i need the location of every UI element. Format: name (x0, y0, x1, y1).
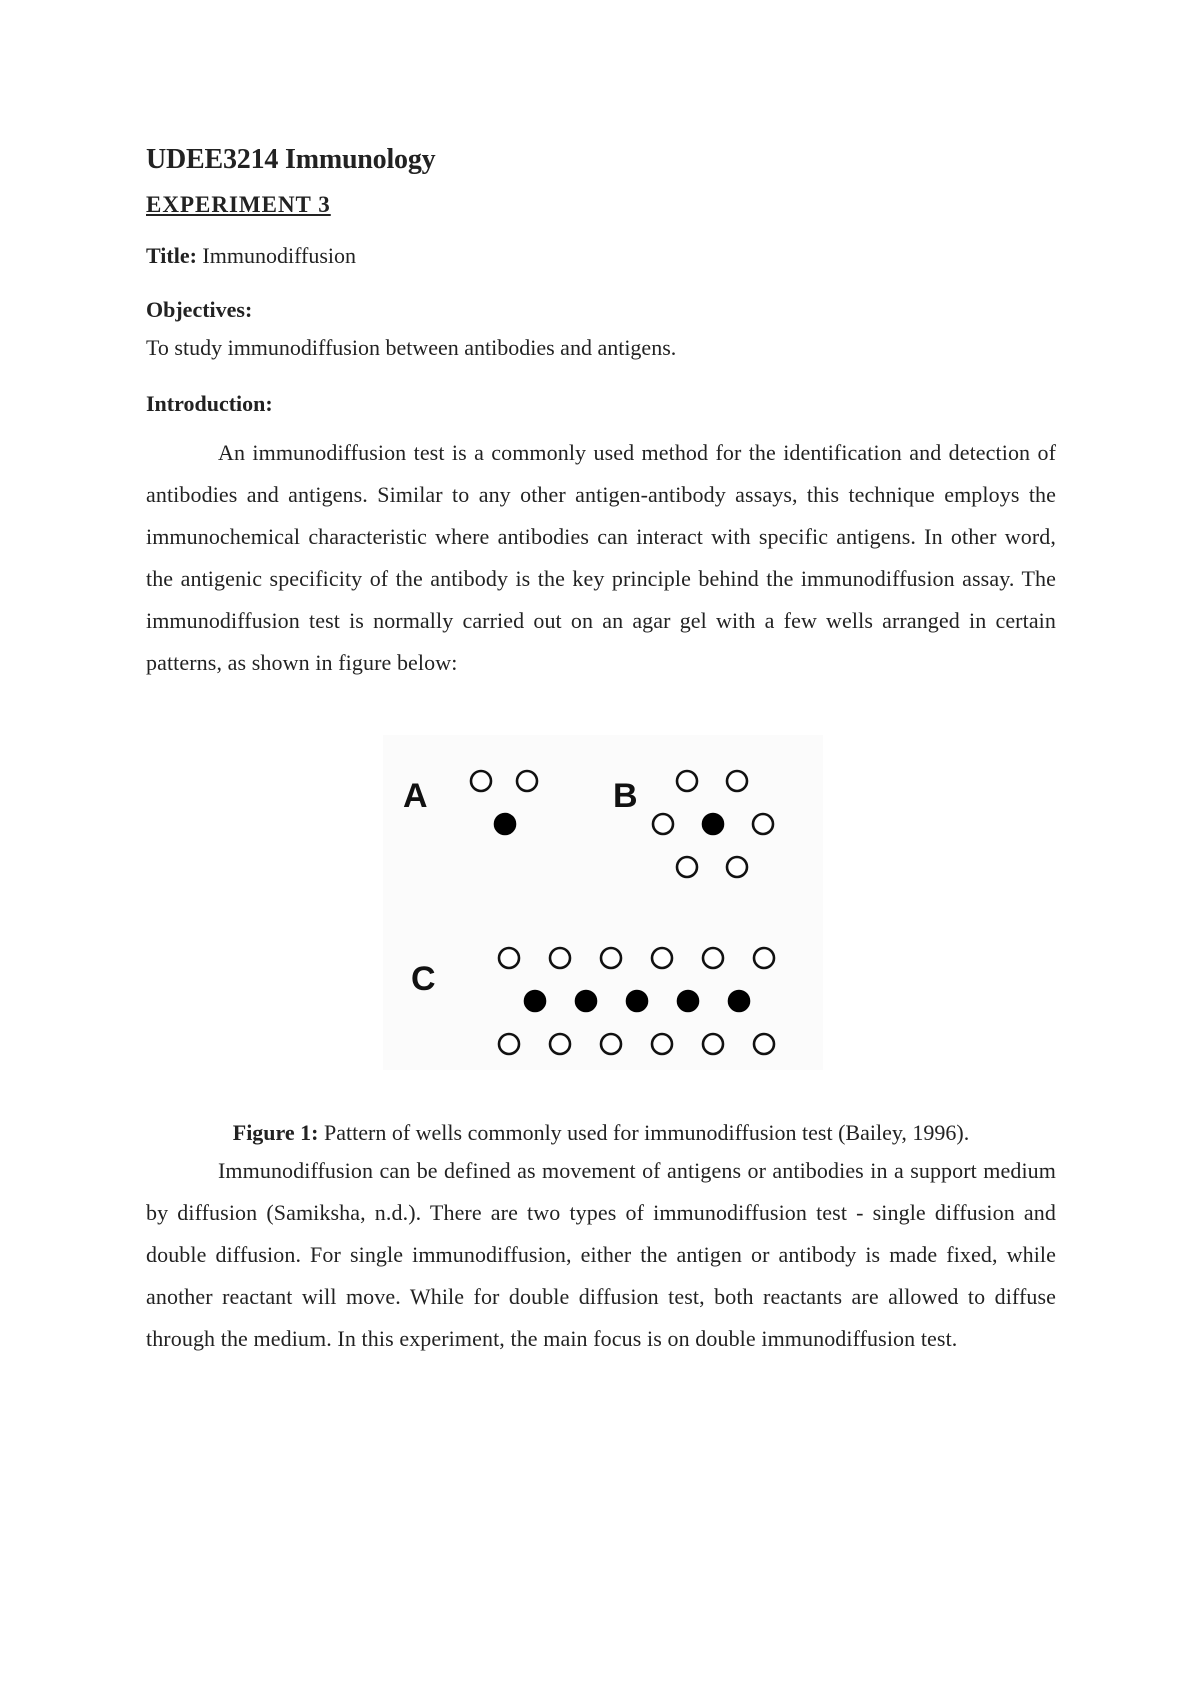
filled-well-c-1-2 (627, 991, 647, 1011)
open-well-c-2-0 (499, 1034, 519, 1054)
open-well-b-0-1 (727, 771, 747, 791)
course-title: UDEE3214 Immunology (146, 144, 436, 175)
panel-label-b: B (613, 777, 638, 815)
figure-caption (146, 1117, 1056, 1149)
open-well-c-0-5 (754, 948, 774, 968)
open-well-c-2-5 (754, 1034, 774, 1054)
objectives-heading: Objectives: (146, 297, 253, 322)
open-well-a-0-0 (471, 771, 491, 791)
filled-well-c-1-0 (525, 991, 545, 1011)
filled-well-a-1-0 (495, 814, 515, 834)
title-label: Title: (146, 243, 197, 268)
figure-caption-label: Figure 1: (232, 1120, 319, 1145)
introduction-paragraph-1: An immunodiffusion test is a commonly used method for the identification and detection of antibodies and antigens. Similar to any other antigen-antibody assays, this technique employs the immunochemical characteristic where antibodies can interact with specific antigens. In other word, the antigenic specificity of the antibody is the key principle behind the immunodiffusion assay. The immunodiffusion test is normally carried out on an agar gel with a few wells arranged in certain patterns, as shown in figure below: (146, 440, 1056, 675)
open-well-c-2-1 (550, 1034, 570, 1054)
open-well-b-1-2 (753, 814, 773, 834)
panel-label-c: C (411, 960, 436, 998)
panel-label-a: A (403, 777, 428, 815)
filled-well-b-1-1 (703, 814, 723, 834)
filled-well-c-1-3 (678, 991, 698, 1011)
filled-well-c-1-4 (729, 991, 749, 1011)
open-well-c-2-3 (652, 1034, 672, 1054)
open-well-c-0-0 (499, 948, 519, 968)
title-value: Immunodiffusion (202, 243, 357, 268)
open-well-c-0-4 (703, 948, 723, 968)
open-well-c-2-2 (601, 1034, 621, 1054)
filled-well-c-1-1 (576, 991, 596, 1011)
open-well-c-0-3 (652, 948, 672, 968)
introduction-paragraph-2: Immunodiffusion can be defined as movement of antigens or antibodies in a support medium by diffusion (Samiksha, n.d.). There are two types of immunodiffusion test - single diffusion and double diffusion. For single immunodiffusion, either the antigen or antibody is made fixed, while another reactant will move. While for double diffusion test, both reactants are allowed to diffuse through the medium. In this experiment, the main focus is on double immunodiffusion test. (146, 1158, 1056, 1351)
objectives-text: To study immunodiffusion between antibodies and antigens. (146, 335, 677, 360)
document-body (146, 140, 1056, 684)
figure-caption-text: Pattern of wells commonly used for immunodiffusion test (Bailey, 1996). (324, 1120, 970, 1145)
experiment-heading: EXPERIMENT 3 (146, 192, 331, 217)
open-well-c-0-1 (550, 948, 570, 968)
open-well-b-0-0 (677, 771, 697, 791)
title-line (146, 240, 1056, 272)
introduction-heading: Introduction: (146, 391, 273, 416)
open-well-b-2-1 (727, 857, 747, 877)
well-pattern-diagram (383, 735, 823, 1070)
well-pattern-figure (383, 735, 823, 1070)
open-well-a-0-1 (517, 771, 537, 791)
open-well-b-2-0 (677, 857, 697, 877)
open-well-b-1-0 (653, 814, 673, 834)
open-well-c-0-2 (601, 948, 621, 968)
open-well-c-2-4 (703, 1034, 723, 1054)
